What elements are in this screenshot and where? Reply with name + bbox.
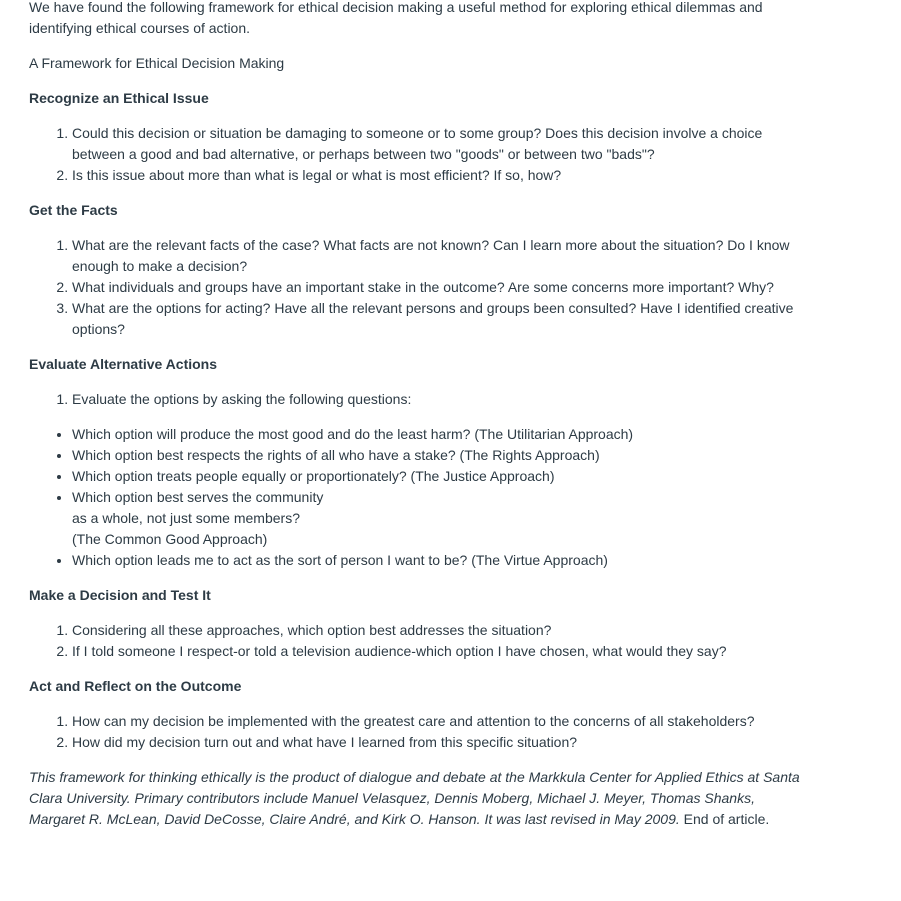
list-item: 2. What individuals and groups have an important stake in the outcome? Are some concerns more important? Why? bbox=[72, 277, 809, 298]
bullet-item: • Which option best respects the rights of all who have a stake? (The Rights Approach) bbox=[72, 445, 809, 466]
approaches-list bbox=[29, 424, 809, 571]
list-item: 3. What are the options for acting? Have all the relevant persons and groups been consulted? Have I identified creative options? bbox=[72, 298, 809, 340]
section-heading-evaluate: Evaluate Alternative Actions bbox=[29, 356, 218, 372]
bullet-line: • Which option best serves the community bbox=[72, 489, 324, 505]
reflect-list bbox=[29, 711, 809, 753]
recognize-list bbox=[29, 123, 809, 186]
framework-title: A Framework for Ethical Decision Making bbox=[29, 55, 285, 71]
facts-list bbox=[29, 235, 809, 340]
evaluate-list bbox=[29, 389, 809, 410]
list-item: 2. How did my decision turn out and what have I learned from this specific situation? bbox=[72, 732, 809, 753]
list-item: 2. Is this issue about more than what is legal or what is most efficient? If so, how? bbox=[72, 165, 809, 186]
section-heading-reflect: Act and Reflect on the Outcome bbox=[29, 678, 242, 694]
bullet-item bbox=[72, 487, 809, 550]
list-item: 1. Could this decision or situation be damaging to someone or to some group? Does this decision involve a choice between a good and bad alternative, or perhaps between two "goods" or between two "bads"? bbox=[72, 123, 809, 165]
decide-list bbox=[29, 620, 809, 662]
end-of-article: End of article. bbox=[679, 811, 770, 827]
list-item: 1. Considering all these approaches, which option best addresses the situation? bbox=[72, 620, 809, 641]
bullet-item: • Which option will produce the most good and do the least harm? (The Utilitarian Approach) bbox=[72, 424, 809, 445]
section-heading-recognize: Recognize an Ethical Issue bbox=[29, 90, 209, 106]
attribution-paragraph bbox=[29, 767, 809, 830]
section-heading-decide: Make a Decision and Test It bbox=[29, 587, 211, 603]
intro-paragraph: We have found the following framework for ethical decision making a useful method for exploring ethical dilemmas and identifying ethical courses of action. bbox=[29, 0, 763, 36]
bullet-item: • Which option leads me to act as the sort of person I want to be? (The Virtue Approach) bbox=[72, 550, 809, 571]
list-item: 2. If I told someone I respect-or told a television audience-which option I have chosen, what would they say? bbox=[72, 641, 809, 662]
bullet-line: as a whole, not just some members? bbox=[72, 510, 300, 526]
list-item: 1. How can my decision be implemented with the greatest care and attention to the concerns of all stakeholders? bbox=[72, 711, 809, 732]
attribution-text: This framework for thinking ethically is the product of dialogue and debate at the Markkula Center for Applied Ethics at Santa Clara University. Primary contributors include Manuel Velasquez, Dennis Moberg, Michael J. Meyer, Thomas Shanks, Margaret R. McLean, David DeCosse, Claire André, and Kirk O. Hanson. It was last revised in May 2009. bbox=[29, 769, 800, 827]
list-item: 1. Evaluate the options by asking the following questions: bbox=[72, 389, 809, 410]
bullet-line: (The Common Good Approach) bbox=[72, 531, 268, 547]
bullet-item: • Which option treats people equally or proportionately? (The Justice Approach) bbox=[72, 466, 809, 487]
list-item: 1. What are the relevant facts of the case? What facts are not known? Can I learn more about the situation? Do I know enough to make a decision? bbox=[72, 235, 809, 277]
section-heading-facts: Get the Facts bbox=[29, 202, 118, 218]
